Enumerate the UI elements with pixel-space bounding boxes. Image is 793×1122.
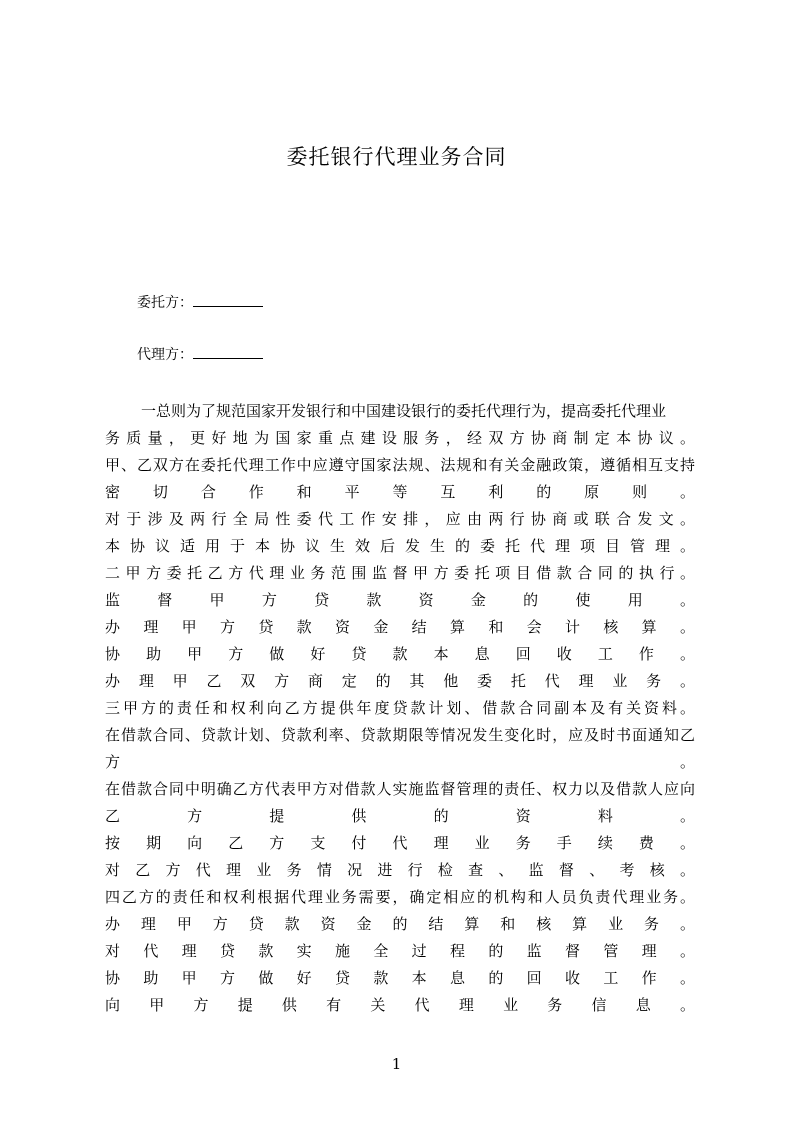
body-line: 办理甲乙双方商定的其他委托代理业务。 xyxy=(105,672,695,690)
agent-blank[interactable] xyxy=(193,344,263,359)
body-line: 按期向乙方支付代理业务手续费。 xyxy=(105,834,695,852)
body-line: 三甲方的责任和权利向乙方提供年度贷款计划、借款合同副本及有关资料。 xyxy=(105,699,695,717)
body-line: 对于涉及两行全局性委代工作安排，应由两行协商或联合发文。 xyxy=(105,510,695,528)
agent-field xyxy=(137,344,263,365)
body-line: 向甲方提供有关代理业务信息。 xyxy=(105,996,695,1014)
body-line: 一总则为了规范国家开发银行和中国建设银行的委托代理行为，提高委托代理业 xyxy=(141,402,667,420)
principal-field xyxy=(137,292,263,313)
body-line: 办理甲方贷款资金结算和会计核算。 xyxy=(105,618,695,636)
principal-label: 委托方： xyxy=(137,295,193,311)
body-line: 方。 xyxy=(105,753,695,771)
body-line: 协助甲方做好贷款本息的回收工作。 xyxy=(105,969,695,987)
body-line: 在借款合同、贷款计划、贷款利率、贷款期限等情况发生变化时，应及时书面通知乙 xyxy=(105,726,695,744)
body-line: 对乙方代理业务情况进行检查、监督、考核。 xyxy=(105,861,695,879)
body-line: 二甲方委托乙方代理业务范围监督甲方委托项目借款合同的执行。 xyxy=(105,564,695,582)
body-line: 甲、乙双方在委托代理工作中应遵守国家法规、法规和有关金融政策，遵循相互支持 xyxy=(105,456,695,474)
principal-blank[interactable] xyxy=(193,292,263,307)
body-line: 密切合作和平等互利的原则。 xyxy=(105,483,695,501)
body-line: 对代理贷款实施全过程的监督管理。 xyxy=(105,942,695,960)
body-line: 乙方提供的资料。 xyxy=(105,807,695,825)
body-line: 本协议适用于本协议生效后发生的委托代理项目管理。 xyxy=(105,537,695,555)
body-line: 四乙方的责任和权利根据代理业务需要，确定相应的机构和人员负责代理业务。 xyxy=(105,888,695,906)
contract-body xyxy=(105,398,695,1019)
body-line: 监督甲方贷款资金的使用。 xyxy=(105,591,695,609)
page-number: 1 xyxy=(391,1055,402,1073)
body-line: 在借款合同中明确乙方代表甲方对借款人实施监督管理的责任、权力以及借款人应向 xyxy=(105,780,695,798)
body-line: 办理甲方贷款资金的结算和核算业务。 xyxy=(105,915,695,933)
document-title: 委托银行代理业务合同 xyxy=(286,145,507,169)
agent-label: 代理方： xyxy=(137,347,193,363)
body-line: 务质量，更好地为国家重点建设服务，经双方协商制定本协议。 xyxy=(105,429,695,447)
body-line: 协助甲方做好贷款本息回收工作。 xyxy=(105,645,695,663)
